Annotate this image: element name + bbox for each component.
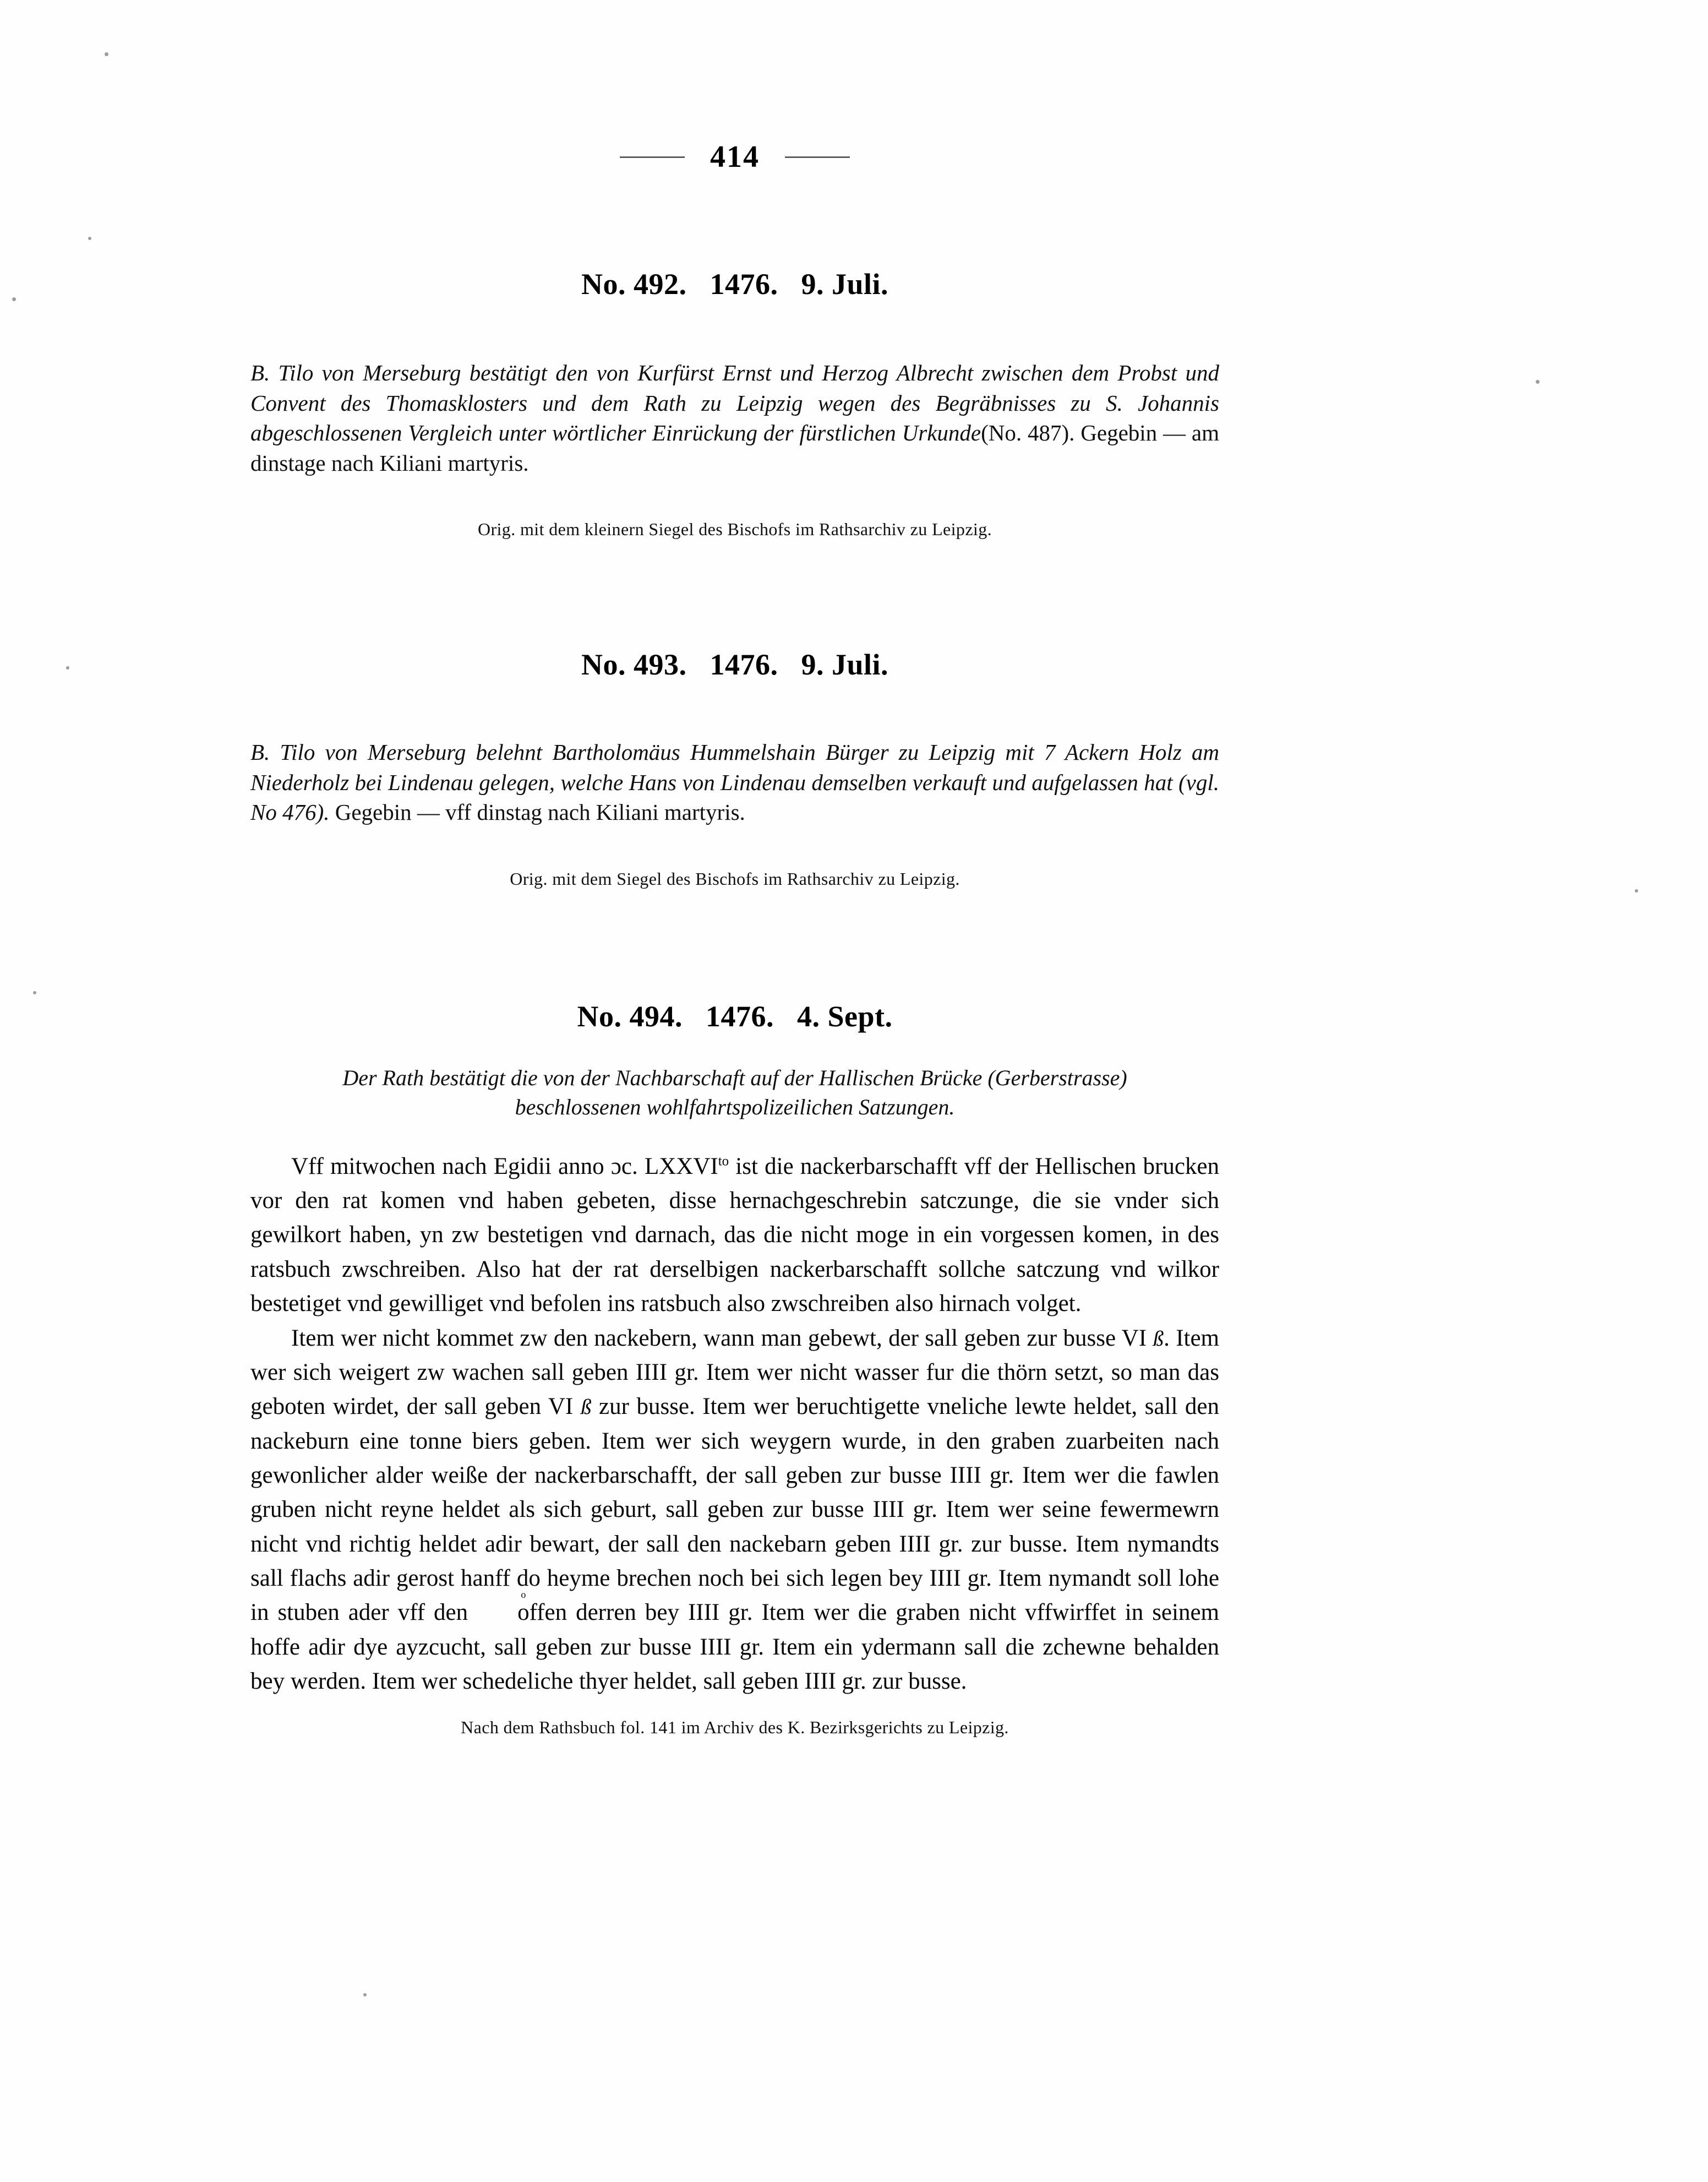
charter-p2-oefen: ffen xyxy=(529,1599,567,1626)
charter-paragraph-1 xyxy=(250,1150,1219,1321)
ordinal-suffix: to xyxy=(718,1153,729,1169)
source-note-494: Nach dem Rathsbuch fol. 141 im Archiv des K. Bezirksgerichts zu Leipzig. xyxy=(461,1717,1009,1738)
folio-number: 414 xyxy=(710,140,760,174)
caption-line-1: Der Rath bestätigt die von der Nachbarschaft auf der Hallischen Brücke (Gerberstrasse) xyxy=(342,1065,1127,1090)
charter-p2-a: Item wer nicht kommet zw den nackebern, wann man gebewt, der sall geben zur busse VI xyxy=(291,1325,1153,1351)
folio-rule-right xyxy=(785,156,850,157)
source-note-492: Orig. mit dem kleinern Siegel des Bischofs im Rathsarchiv zu Leipzig. xyxy=(477,519,992,540)
o-superscript-ring-glyph: o o xyxy=(477,1596,530,1630)
caption-line-2: beschlossenen wohlfahrtspolizeilichen Satzungen. xyxy=(515,1095,955,1120)
source-note-493: Orig. mit dem Siegel des Bischofs im Rathsarchiv zu Leipzig. xyxy=(510,868,960,889)
regest-roman-tail: Gegebin — vff dinstag nach Kiliani martyris. xyxy=(335,799,745,825)
regest-italic-text: B. Tilo von Merseburg bestätigt den von Kurfürst Ernst und Herzog Albrecht zwischen dem Probst und Convent des Thomasklosters und dem Rath zu Leipzig wegen des Begräbnisses zu S. Johannis abgeschlossenen Vergleich unter wörtlicher Einrückung der fürstlichen Urkunde xyxy=(250,360,1219,446)
scan-speck xyxy=(1635,889,1638,893)
scan-speck xyxy=(363,1993,367,1996)
scan-speck xyxy=(33,991,36,994)
running-head xyxy=(250,140,1219,173)
page-content xyxy=(250,0,1219,1738)
regest-italic-text: B. Tilo von Merseburg belehnt Bartholomäus Hummelshain Bürger zu Leipzig mit 7 Ackern Holz am Niederholz bei Lindenau gelegen, welche Hans von Lindenau demselben verkauft und aufgelassen hat (vgl. No 476). xyxy=(250,739,1219,825)
entry-heading-493: No. 493. 1476. 9. Juli. xyxy=(581,648,889,682)
charter-p2-c: zur busse. Item wer beruchtigette vneliche lewte heldet, sall den nackeburn eine tonne biers geben. Item wer sich weygern wurde, in den graben zuarbeiten nach gewonlicher alder weiße der nackerbarschafft, der sall geben zur busse IIII gr. Item wer die fawlen gruben nicht reyne heldet als sich geburt, sall geben zur busse IIII gr. Item wer seine fewermewrn nicht vnd richtig heldet adir bewart, der sall den nackebarn geben IIII gr. zur busse. Item nymandts sall flachs adir gerost hanff do heyme brechen noch bei sich legen bey IIII gr. Item nymandt soll lohe in stuben ader vff den xyxy=(250,1394,1220,1626)
scan-speck xyxy=(105,52,108,56)
scan-speck xyxy=(88,237,91,240)
regest-roman-tail: (No. 487). Gegebin — am dinstage nach Kiliani martyris. xyxy=(250,420,1219,476)
entry-heading-494: No. 494. 1476. 4. Sept. xyxy=(577,999,893,1033)
shilling-mark-icon: ß xyxy=(1153,1326,1164,1351)
folio-rule-left xyxy=(620,156,685,157)
entry-heading-492: No. 492. 1476. 9. Juli. xyxy=(581,268,889,301)
entry-regest-492 xyxy=(250,358,1219,478)
scan-speck xyxy=(1536,380,1540,384)
shilling-mark-icon: ß xyxy=(580,1395,592,1419)
charter-p1-opening: Vff mitwochen nach Egidii anno ɔc. LXXVI xyxy=(291,1153,718,1179)
entry-caption-494 xyxy=(250,1063,1219,1122)
scan-speck xyxy=(12,297,16,301)
entry-regest-493 xyxy=(250,737,1219,828)
charter-p2-d: derren bey IIII gr. Item wer die graben nicht vffwirffet in seinem hoffe adir dye ayzcucht, sall geben zur busse IIII gr. Item ein ydermann sall die zchewne behalden bey werden. Item wer schedeliche thyer heldet, sall geben IIII gr. zur busse. xyxy=(250,1599,1219,1694)
charter-paragraph-2 xyxy=(250,1321,1219,1699)
charter-p2-b: . Item wer sich weigert zw wachen sall geben IIII gr. Item wer nicht wasser fur die thörn setzt, so man das geboten wirdet, der sall geben VI xyxy=(250,1325,1219,1420)
scan-speck xyxy=(66,666,69,670)
charter-p1-rest: ist die nackerbarschafft vff der Hellischen brucken vor den rat komen vnd haben gebeten, disse hernachgeschrebin satczunge, die sie vnder sich gewilkort haben, yn zw bestetigen vnd darnach, das die nicht moge in ein vorgessen komen, in des ratsbuch zwschreiben. Also hat der rat derselbigen nackerbarschafft sollche satczung vnd wilkor bestetiget vnd gewilliget vnd befolen ins ratsbuch also zwschreiben also hirnach volget. xyxy=(250,1153,1219,1317)
charter-body xyxy=(250,1150,1219,1699)
